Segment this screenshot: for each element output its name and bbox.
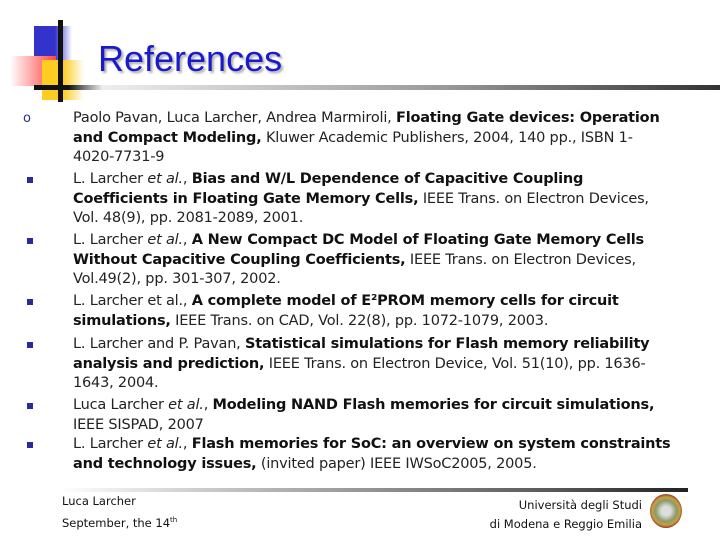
reference-separator: ,	[182, 171, 192, 187]
reference-authors: Luca Larcher	[73, 397, 169, 413]
reference-item	[73, 292, 673, 331]
reference-et-al: et al.	[147, 232, 183, 248]
reference-details: (invited paper) IEEE IWSoC2005, 2005.	[256, 455, 537, 472]
reference-separator: ,	[182, 436, 192, 452]
university-line1: Università degli Studi	[518, 498, 642, 512]
reference-title: A New Compact DC Model of Floating Gate Memory Cells Without Capacitive Coupling Coefficients,	[73, 232, 644, 268]
circle-bullet-icon: o	[23, 111, 31, 126]
slide-title: References	[98, 38, 283, 79]
reference-item	[73, 231, 673, 290]
square-bullet-icon	[27, 299, 33, 305]
reference-et-al: et al.	[147, 171, 183, 187]
university-seal-logo	[650, 494, 682, 528]
reference-title: Modeling NAND Flash memories for circuit simulations,	[212, 397, 655, 413]
square-bullet-icon	[27, 177, 33, 183]
reference-details: IEEE Trans. on Electron Devices, Vol. 48(9), pp. 2081-2089, 2001.	[73, 190, 649, 226]
decor-blue-square	[34, 26, 72, 60]
reference-details: IEEE Trans. on Electron Device, Vol. 51(10), pp. 1636-1643, 2004.	[73, 355, 646, 391]
university-line2: di Modena e Reggio Emilia	[489, 517, 642, 531]
reference-item	[73, 335, 673, 394]
reference-details: IEEE SISPAD, 2007	[73, 416, 204, 433]
reference-authors: Paolo Pavan, Luca Larcher, Andrea Marmiroli,	[73, 110, 396, 126]
square-bullet-icon	[27, 442, 33, 448]
reference-item	[73, 396, 673, 435]
reference-item	[73, 170, 673, 229]
square-bullet-icon	[27, 238, 33, 244]
footer-right	[490, 496, 642, 534]
reference-details: IEEE Trans. on CAD, Vol. 22(8), pp. 1072-1079, 2003.	[170, 312, 549, 329]
square-bullet-icon	[27, 342, 33, 348]
reference-et-al: et al.	[147, 436, 183, 452]
footer-date	[62, 511, 177, 533]
footer-date-sup: th	[170, 516, 178, 524]
reference-title: Floating Gate devices: Operation and Compact Modeling,	[73, 110, 660, 146]
reference-separator: ,	[203, 397, 213, 413]
decor-yellow-square	[42, 60, 84, 100]
reference-authors: L. Larcher	[73, 436, 148, 452]
reference-item	[23, 109, 673, 168]
reference-title: A complete model of E²PROM memory cells for circuit simulations,	[73, 293, 619, 329]
title-underline	[34, 85, 720, 90]
reference-authors: L. Larcher	[73, 232, 148, 248]
footer-author: Luca Larcher	[62, 494, 136, 508]
reference-title: Statistical simulations for Flash memory reliability analysis and prediction,	[73, 336, 650, 372]
reference-authors: L. Larcher et al.,	[73, 293, 192, 309]
reference-separator: ,	[182, 232, 192, 248]
reference-et-al: et al.	[168, 397, 204, 413]
reference-details: IEEE Trans. on Electron Devices, Vol.49(2), pp. 301-307, 2002.	[73, 251, 636, 287]
reference-title: Bias and W/L Dependence of Capacitive Coupling Coefficients in Floating Gate Memory Cells,	[73, 171, 584, 207]
footer-date-text: September, the 14	[62, 515, 171, 530]
reference-details: Kluwer Academic Publishers, 2004, 140 pp., ISBN 1-4020-7731-9	[73, 129, 633, 165]
square-bullet-icon	[27, 403, 33, 409]
reference-title: Flash memories for SoC: an overview on system constraints and technology issues,	[73, 436, 671, 472]
reference-authors: L. Larcher	[73, 171, 148, 187]
reference-item	[73, 435, 673, 474]
footer-left	[62, 492, 177, 533]
reference-authors: L. Larcher and P. Pavan,	[73, 336, 246, 352]
